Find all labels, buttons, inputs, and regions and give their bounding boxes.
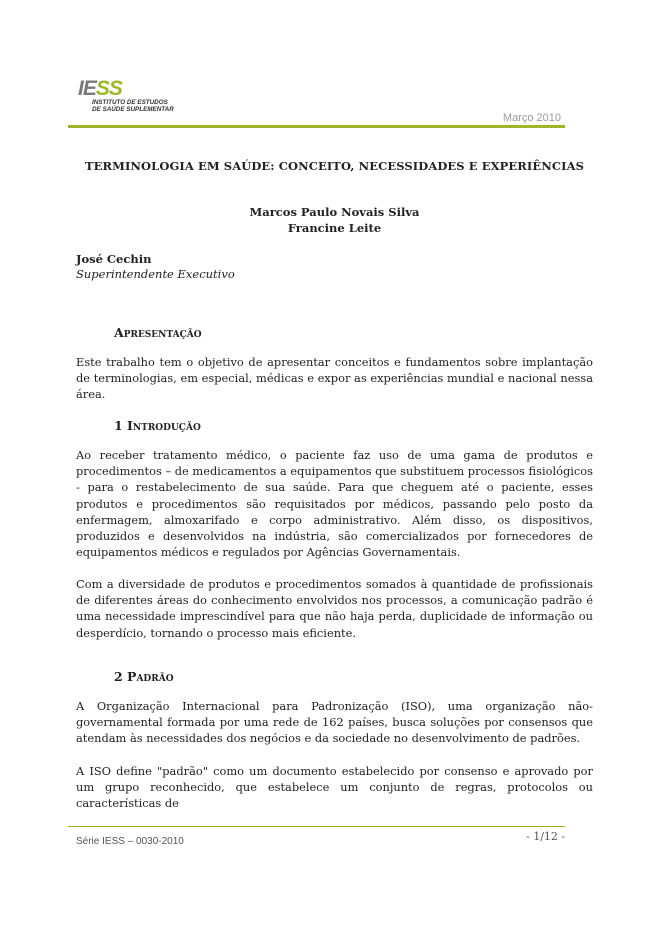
executive-block	[76, 252, 235, 282]
paragraph: Este trabalho tem o objetivo de apresentar conceitos e fundamentos sobre implantação de terminologias, em especial, médicas e expor as experiências mundial e nacional nessa área.	[76, 355, 593, 402]
section-heading: Apresentação	[114, 325, 202, 340]
author-name: Marcos Paulo Novais Silva	[249, 205, 420, 219]
iess-logo-subtitle: INSTITUTO DE ESTUDOS DE SAÚDE SUPLEMENTAR	[92, 99, 174, 113]
page-number: - 1/12 -	[526, 830, 566, 843]
paragraph: A Organização Internacional para Padronização (ISO), uma organização não-governamental formada por uma rede de 162 países, busca soluções por consensos que atendam às necessidades dos negócios e da sociedade no desenvolvimento de padrões.	[76, 699, 593, 746]
author-name: Francine Leite	[287, 221, 382, 235]
authors	[76, 204, 593, 236]
footer-series: Série IESS – 0030-2010	[76, 836, 184, 847]
header-divider	[68, 125, 565, 128]
document-title: TERMINOLOGIA EM SAÚDE: CONCEITO, NECESSIDADES E EXPERIÊNCIAS	[84, 159, 585, 173]
section-heading: 2 Padrão	[114, 669, 174, 684]
executive-role: Superintendente Executivo	[76, 267, 235, 281]
section-heading: 1 Introdução	[114, 418, 201, 433]
footer-divider	[68, 826, 565, 827]
iess-logo	[78, 78, 198, 122]
executive-name: José Cechin	[76, 252, 152, 266]
paragraph: A ISO define "padrão" como um documento estabelecido por consenso e aprovado por um grupo reconhecido, que estabelece um conjunto de regras, protocolos ou características de	[76, 764, 593, 811]
header-date: Março 2010	[502, 112, 561, 124]
iess-logo-mark: IESS	[78, 77, 122, 100]
paragraph: Com a diversidade de produtos e procedimentos somados à quantidade de profissionais de diferentes áreas do conhecimento envolvidos nos processos, a comunicação padrão é uma necessidade imprescindível para que não haja perda, duplicidade de informação ou desperdício, tornando o processo mais eficiente.	[76, 577, 593, 640]
paragraph: Ao receber tratamento médico, o paciente faz uso de uma gama de produtos e procedimentos – de medicamentos a equipamentos que substituem processos fisiológicos - para o restabelecimento de sua saúde. Para que cheguem até o paciente, esses produtos e procedimentos são requisitados por médicos, passando pelo posto da enfermagem, almoxarifado e corpo administrativo. Além disso, os dispositivos, produzidos e desenvolvidos na indústria, são comercializados por fornecedores de equipamentos médicos e regulados por Agências Governamentais.	[76, 448, 593, 560]
